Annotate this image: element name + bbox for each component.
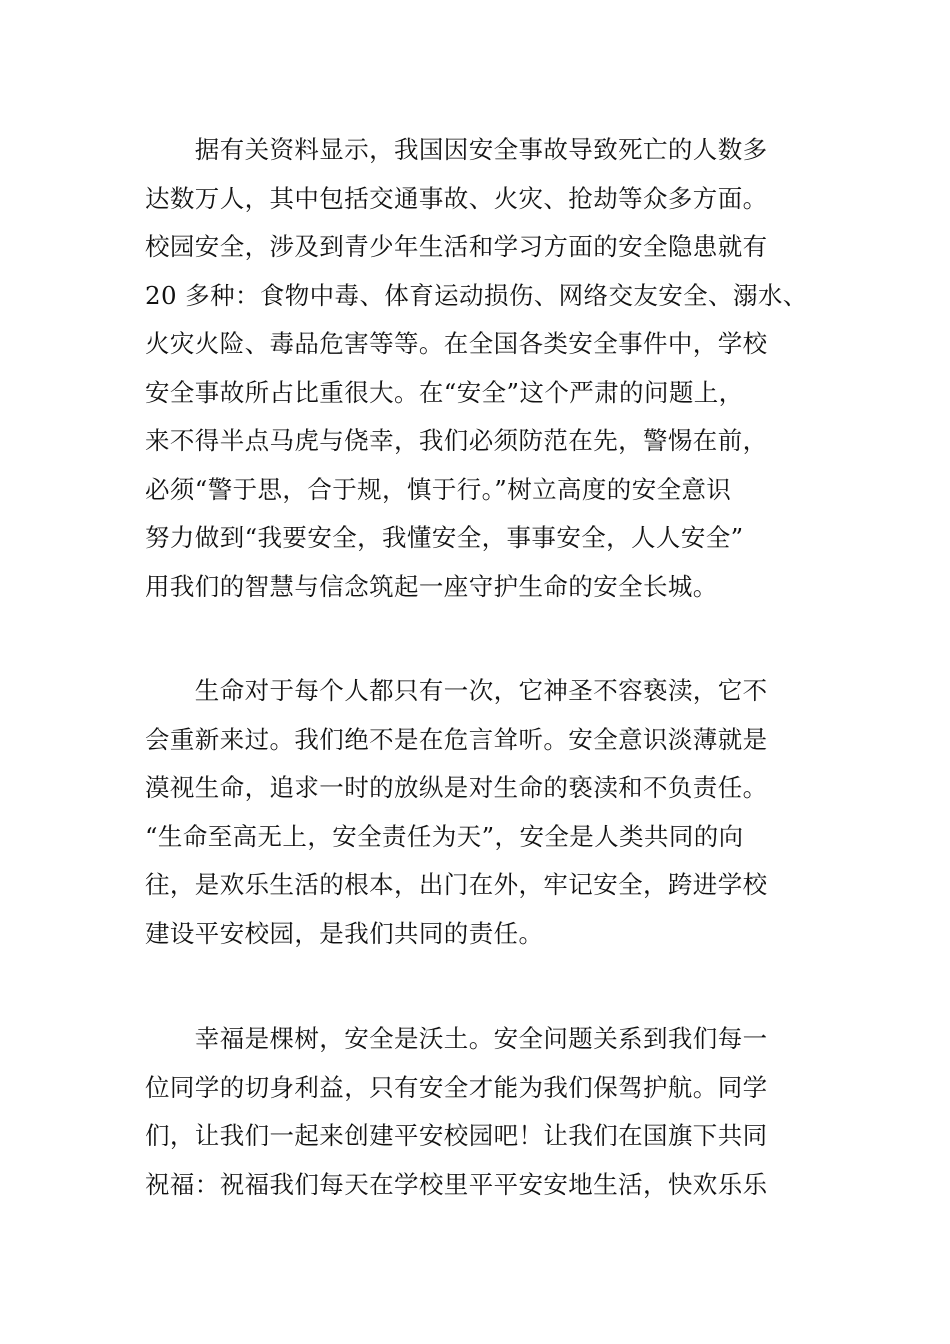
- paragraph-line: 们，让我们一起来创建平安校园吧！让我们在国旗下共同: [145, 1121, 768, 1150]
- paragraph-line: 来不得半点马虎与侥幸，我们必须防范在先，警惕在前，: [145, 426, 768, 455]
- paragraph-line: 建设平安校园，是我们共同的责任。: [145, 918, 544, 948]
- paragraph-1: [145, 126, 825, 611]
- paragraph-line: 据有关资料显示，我国因安全事故导致死亡的人数多: [145, 135, 768, 164]
- paragraph-line: “生命至高无上，安全责任为天”，安全是人类共同的向: [145, 821, 744, 851]
- paragraph-line: 幸福是棵树，安全是沃土。安全问题关系到我们每一: [145, 1024, 768, 1053]
- paragraph-line: 火灾火险、毒品危害等等。在全国各类安全事件中，学校: [145, 329, 768, 358]
- paragraph-line: 祝福：祝福我们每天在学校里平平安安地生活，快欢乐乐: [145, 1169, 768, 1199]
- paragraph-line: 必须“警于思，合于规，慎于行。”树立高度的安全意识: [145, 474, 732, 504]
- paragraph-line: 安全事故所占比重很大。在“安全”这个严肃的问题上，: [145, 377, 744, 407]
- paragraph-line: 往，是欢乐生活的根本，出门在外，牢记安全，跨进学校: [145, 870, 768, 899]
- paragraph-line: 达数万人，其中包括交通事故、火灾、抢劫等众多方面。: [145, 183, 768, 213]
- paragraph-line: 用我们的智慧与信念筑起一座守护生命的安全长城。: [145, 571, 718, 601]
- paragraph-line: 生命对于每个人都只有一次，它神圣不容亵渎，它不: [145, 676, 768, 705]
- paragraph-line: 20 多种：食物中毒、体育运动损伤、网络交友安全、溺水、: [145, 280, 808, 310]
- paragraph-line: 漠视生命，追求一时的放纵是对生命的亵渎和不负责任。: [145, 773, 768, 802]
- paragraph-line: 会重新来过。我们绝不是在危言耸听。安全意识淡薄就是: [145, 724, 768, 754]
- paragraph-line: 位同学的切身利益，只有安全才能为我们保驾护航。同学: [145, 1072, 768, 1102]
- paragraph-line: 校园安全，涉及到青少年生活和学习方面的安全隐患就有: [145, 232, 768, 261]
- paragraph-3: [145, 1015, 825, 1209]
- paragraph-line: 努力做到“我要安全，我懂安全，事事安全，人人安全”: [145, 523, 744, 552]
- paragraph-2: [145, 667, 825, 958]
